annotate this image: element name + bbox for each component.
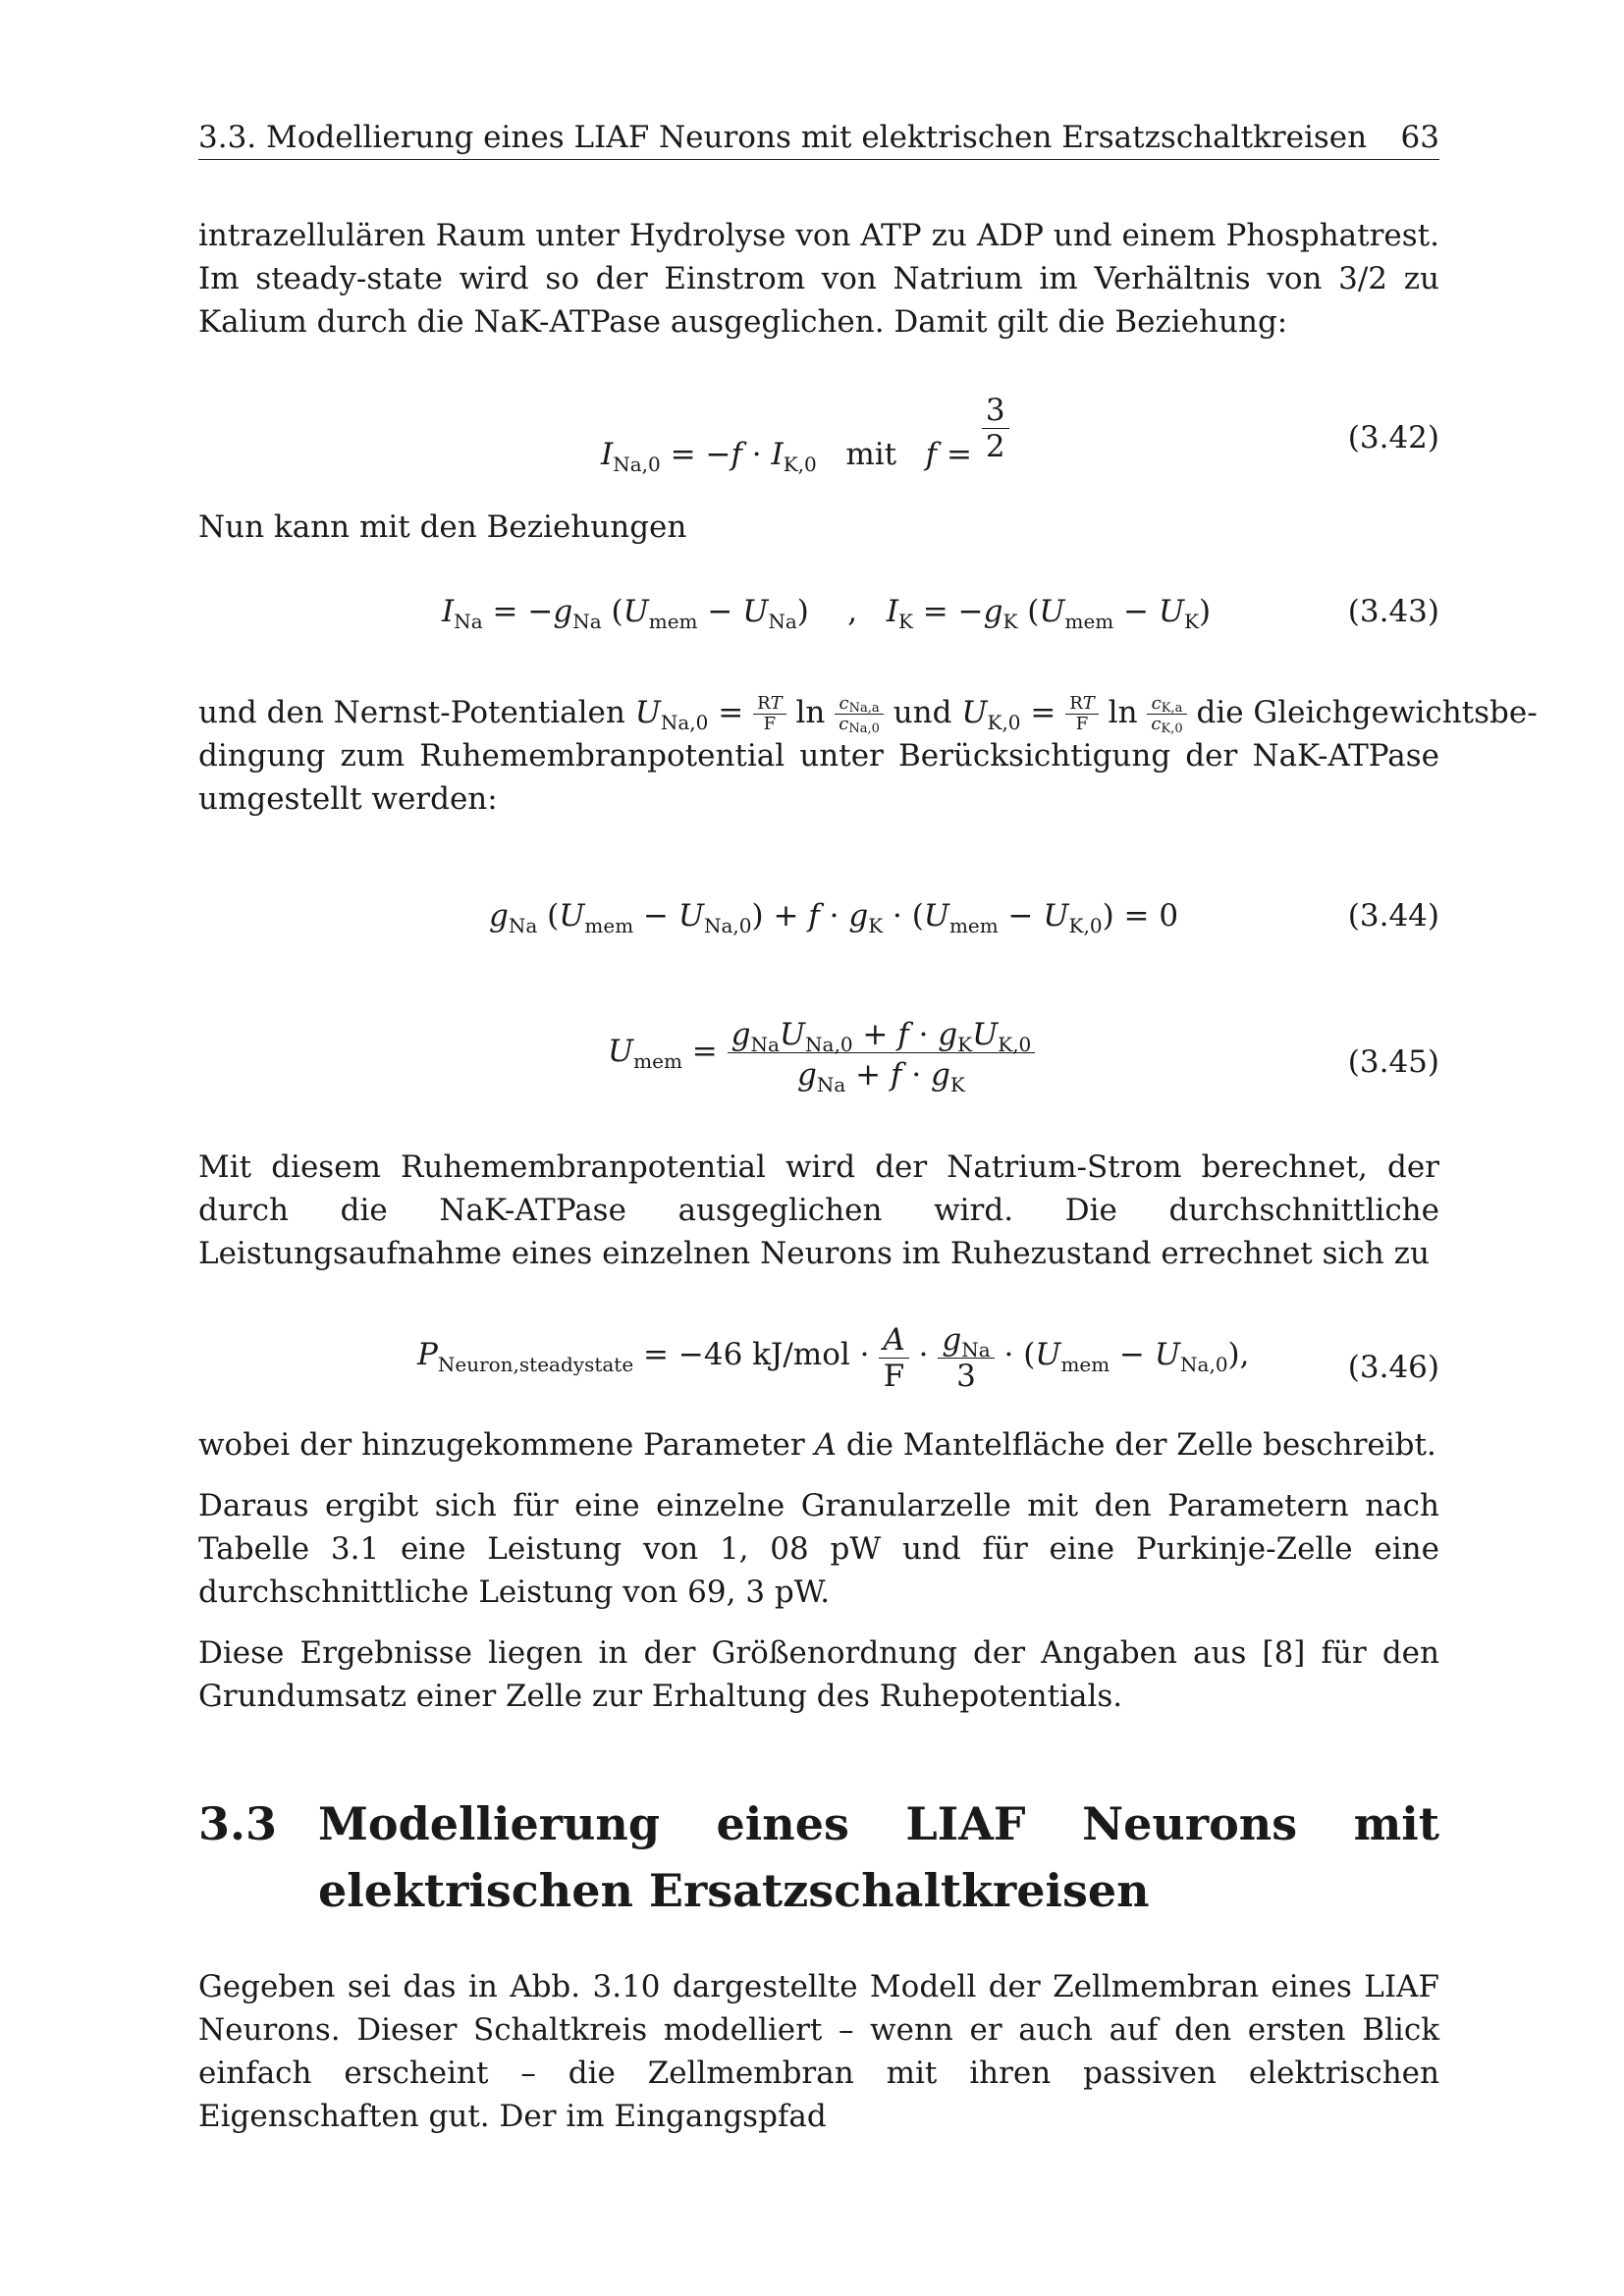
paragraph-8: Gegeben sei das in Abb. 3.10 dargestellte Modell der Zellmembran eines LIAF Neurons. Dieser Schaltkreis modelliert – wenn er auch auf den ersten Blick einfach erscheint – die Zellmembran mit ihren passiven elektrischen Eigenschaften gut. Der im Eingangspfad [198, 1969, 1439, 2134]
paragraph-4: Mit diesem Ruhemembranpotential wird der Natrium-Strom berechnet, der durch die NaK-ATPase ausgeglichen wird. Die durchschnittliche Leistungsaufnahme eines einzelnen Neurons im Ruhezustand errechnet sich zu [198, 1149, 1439, 1271]
mit-word: mit [845, 437, 897, 472]
equation-number: (3.46) [1347, 1350, 1439, 1385]
text-mantelflaeche: die Mantelfläche der Zelle beschreibt. [845, 1427, 1436, 1463]
fraction-rt-f: $\frac{RT}{F}$ [753, 694, 786, 734]
fraction-umem: $\frac{g_{Na}U_{Na,0} + f \cdot g_KU_{K,0}}{g_{Na} + f \cdot g_K}$ [728, 1017, 1036, 1093]
equation-number: (3.42) [1347, 420, 1439, 455]
paragraph-6: Daraus ergibt sich für eine einzelne Granularzelle mit den Parametern nach Tabelle 3.1 eine Leistung von 1, 08 pW und für eine Purkinje-Zelle eine durchschnittliche Leistung von 69, 3 pW. [198, 1488, 1439, 1610]
equation-3-45 [198, 1017, 1439, 1105]
fraction-three-halves: $\frac{3}{2}$ [982, 393, 1009, 464]
text-parameter-intro: wobei der hinzugekommene Parameter [198, 1427, 805, 1463]
text-und: und [893, 695, 952, 730]
equation-3-44 [198, 898, 1439, 987]
section-title: Modellierung eines LIAF Neurons mit elektrischen Ersatzschaltkreisen [318, 1797, 1439, 1917]
paragraph-2: Nun kann mit den Beziehungen [198, 509, 687, 545]
equation-body: $g_{Na}$ $(U_{mem} - U_{Na,0}) + f \cdot g_K \cdot (U_{mem} - U_{K,0}) = 0$ [489, 898, 1179, 937]
equation-body: $I_{Na,0} = -f \cdot I_{K,0}$ mit f = $\frac{3}{2}$ [601, 393, 1009, 464]
equation-number: (3.44) [1347, 898, 1439, 934]
fraction-rt-f-2: $\frac{RT}{F}$ [1065, 694, 1099, 734]
fraction-c-na: $\frac{c_{Na,a}}{c_{Na,0}}$ [835, 694, 884, 734]
power-constant: −46 kJ/mol [677, 1337, 850, 1372]
paragraph-5: wobei der hinzugekommene Parameter A die Mantelfläche der Zelle beschreibt. [198, 1427, 1436, 1463]
fraction-c-k: $\frac{c_{K,a}}{c_{K,0}}$ [1147, 694, 1186, 734]
page-number: 63 [1400, 120, 1439, 155]
paragraph-3 [198, 691, 1538, 821]
paragraph-3-line-1: und den Nernst-Potentialen $U_{Na,0}$ = $\frac{RT}{F}$ ln $\frac{c_{Na,a}}{c_{Na,0}}$ und $U_{K,0}$ = $\frac{RT}{F}$ ln $\frac{c_{K,a}}{c_{K,0}}$ die Gleichgewichtsbe- [198, 693, 1538, 736]
text-gleichgewicht: die Gleichgewichtsbe- [1196, 695, 1538, 730]
section-number: 3.3 [198, 1797, 278, 1850]
equation-number: (3.43) [1347, 594, 1439, 629]
equation-body: $I_{Na} = -g_{Na}$ $(U_{mem} - U_{Na})$ , $I_K = -g_K$ $(U_{mem} - U_K)$ [442, 594, 1212, 633]
paragraph-7: Diese Ergebnisse liegen in der Größenordnung der Angaben aus [8] für den Grundumsatz einer Zelle zur Erhaltung des Ruhepotentials. [198, 1635, 1439, 1714]
equation-body: $U_{mem}$ = $\frac{g_{Na}U_{Na,0} + f \cdot g_KU_{K,0}}{g_{Na} + f \cdot g_K}$ [608, 1017, 1035, 1093]
running-title: 3.3. Modellierung eines LIAF Neurons mit elektrischen Ersatzschaltkreisen [198, 120, 1368, 155]
fraction-a-f: $\frac{A}{F}$ [879, 1322, 908, 1394]
text-nernst-intro: und den Nernst-Potentialen [198, 695, 625, 730]
equation-3-42 [198, 393, 1439, 481]
equation-3-43 [198, 594, 1439, 682]
equation-3-46 [198, 1322, 1439, 1411]
equation-number: (3.45) [1347, 1044, 1439, 1080]
paragraph-3-rest: dingung zum Ruhemembranpotential unter Berücksichtigung der NaK-ATPase umgestellt werden: [198, 738, 1439, 817]
fraction-gna-3: $\frac{g_{Na}}{3}$ [938, 1322, 994, 1394]
equation-body: $P_{Neuron,steadystate} = -46$ kJ/mol · $\frac{A}{F}$ · $\frac{g_{Na}}{3}$ · $(U_{mem} - U_{Na,0})$, [417, 1322, 1250, 1394]
running-header [198, 116, 1439, 160]
paragraph-1: intrazellulären Raum unter Hydrolyse von ATP zu ADP und einem Phosphatrest. Im steady-state wird so der Einstrom von Natrium im Verhältnis von 3/2 zu Kalium durch die NaK-ATPase ausgeglichen. Damit gilt die Beziehung: [198, 218, 1439, 340]
